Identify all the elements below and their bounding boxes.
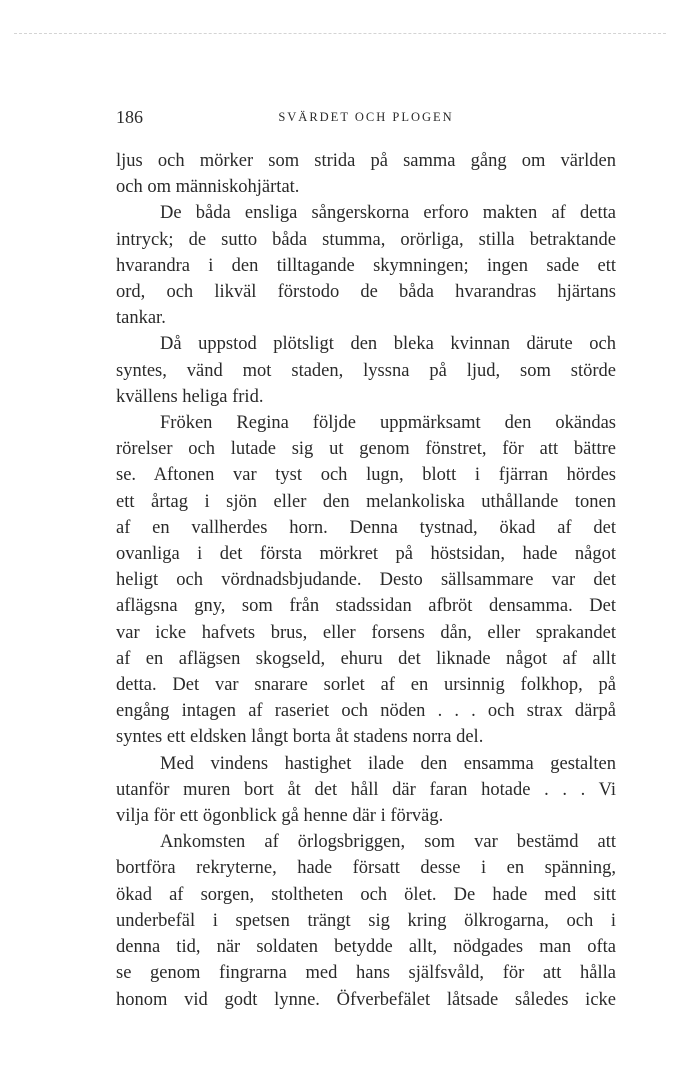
text-line: syntes, vänd mot staden, lyssna på ljud, som störde [116,360,616,381]
paragraph [116,410,616,751]
text-line: se genom fingrarna med hans själfsvåld, för att hålla [116,963,616,984]
text-line: vilja för ett ögonblick gå henne där i förväg. [116,806,444,827]
text-line: bortföra rekryterne, hade försatt desse i en spänning, [116,858,616,879]
text-line: ovanliga i det första mörkret på höstsidan, hade något [116,544,616,565]
text-line: tankar. [116,308,166,329]
paragraph [116,148,616,200]
text-line: och om människohjärtat. [116,177,300,198]
text-line: kvällens heliga frid. [116,386,264,407]
text-line: De båda ensliga sångerskorna erforo makten af detta [160,203,616,224]
paragraph [116,751,616,830]
text-line: detta. Det var snarare sorlet af en ursinnig folkhop, på [116,675,616,696]
text-line: ett årtag i sjön eller den melankoliska uthållande tonen [116,491,616,512]
text-line: intryck; de sutto båda stumma, orörliga, stilla betraktande [116,229,616,250]
text-line: af en aflägsen skogseld, ehuru det liknade något af allt [116,648,616,669]
running-title: SVÄRDET OCH PLOGEN [278,110,454,124]
text-line: ljus och mörker som strida på samma gång om världen [116,151,616,171]
text-line: denna tid, när soldaten betydde allt, nödgades man ofta [116,937,616,958]
text-line: se. Aftonen var tyst och lugn, blott i fjärran hördes [116,465,616,486]
text-line: Ankomsten af örlogsbriggen, som var bestämd att [160,832,616,853]
text-line: Med vindens hastighet ilade den ensamma gestalten [160,753,616,774]
page-header [116,107,616,131]
text-line: honom vid godt lynne. Öfverbefälet låtsade således icke [116,989,616,1010]
text-line: ökad af sorgen, stoltheten och ölet. De hade med sitt [116,884,616,905]
paragraph [116,331,616,410]
text-line: underbefäl i spetsen trängt sig kring ölkrogarna, och i [116,910,616,931]
body-text [116,148,616,1013]
text-line: aflägsna gny, som från stadssidan afbröt densamma. Det [116,596,616,617]
text-line: hvarandra i den tilltagande skymningen; ingen sade ett [116,255,616,276]
text-line: syntes ett eldsken långt borta åt stadens norra del. [116,727,484,748]
text-line: heligt och vördnadsbjudande. Desto sällsammare var det [116,570,616,591]
text-line: Fröken Regina följde uppmärksamt den okändas [160,413,616,434]
text-line: var icke hafvets brus, eller forsens dån, eller sprakandet [116,622,616,643]
text-line: ord, och likväl förstodo de båda hvarandras hjärtans [116,282,616,303]
text-line: rörelser och lutade sig ut genom fönstret, för att bättre [116,439,616,460]
page-number: 186 [116,107,143,127]
top-scan-rule [14,33,666,34]
text-line: engång intagen af raseriet och nöden . . . och strax därpå [116,701,616,722]
text-line: Då uppstod plötsligt den bleka kvinnan därute och [160,334,616,355]
paragraph [116,829,616,1012]
text-line: af en vallherdes horn. Denna tystnad, ökad af det [116,517,616,538]
paragraph [116,200,616,331]
text-line: utanför muren bort åt det håll där faran hotade . . . Vi [116,779,616,800]
